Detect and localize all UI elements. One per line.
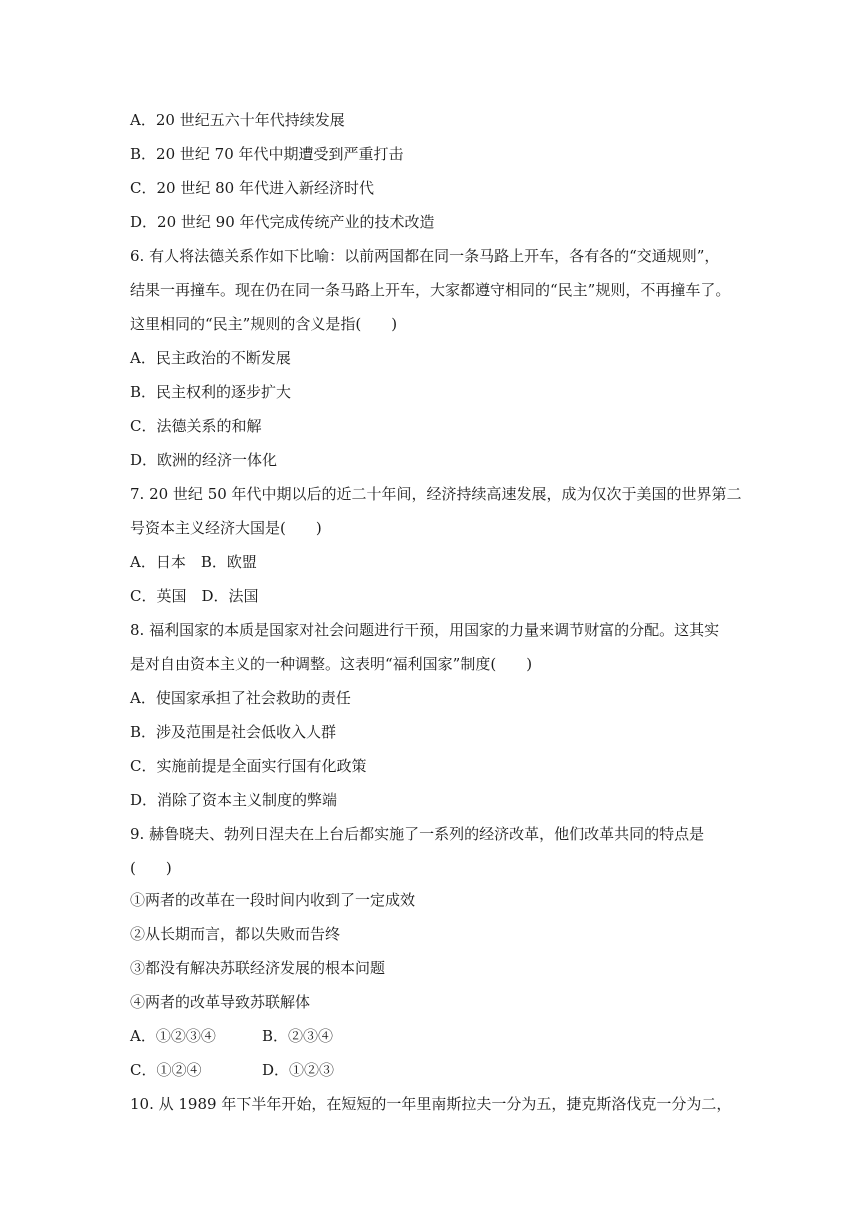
q5-option-b: B．20 世纪 70 年代中期遭受到严重打击 <box>130 145 404 163</box>
q6-stem-line1: 6. 有人将法德关系作如下比喻：以前两国都在同一条马路上开车，各有各的“交通规则”， <box>130 247 720 265</box>
q10-stem-line1: 10. 从 1989 年下半年开始，在短短的一年里南斯拉夫一分为五，捷克斯洛伐克一分为二， <box>130 1095 732 1113</box>
q7-options-cd: C．英国 D．法国 <box>130 587 259 605</box>
q8-stem-line1: 8. 福利国家的本质是国家对社会问题进行干预，用国家的力量来调节财富的分配。这其实 <box>130 621 720 639</box>
q9-option-b: B．②③④ <box>262 1027 334 1045</box>
q5-option-c: C．20 世纪 80 年代进入新经济时代 <box>130 179 374 197</box>
q6-stem-line3: 这里相同的“民主”规则的含义是指( ) <box>130 315 398 333</box>
q9-options-row1 <box>130 1026 334 1046</box>
q9-statement-4: ④两者的改革导致苏联解体 <box>130 993 311 1011</box>
q7-options-ab: A．日本 B．欧盟 <box>130 553 257 571</box>
q9-option-c: C．①②④ <box>130 1061 202 1079</box>
q9-options-row2 <box>130 1060 335 1080</box>
q9-stem-line2: ( ) <box>130 859 172 877</box>
q9-statement-3: ③都没有解决苏联经济发展的根本问题 <box>130 959 386 977</box>
q8-option-c: C．实施前提是全面实行国有化政策 <box>130 757 367 775</box>
q6-option-c: C．法德关系的和解 <box>130 417 262 435</box>
q9-statement-2: ②从长期而言，都以失败而告终 <box>130 925 341 943</box>
q9-option-d: D．①②③ <box>262 1061 335 1079</box>
q6-stem-line2: 结果一再撞车。现在仍在同一条马路上开车，大家都遵守相同的“民主”规则，不再撞车了。 <box>130 281 731 299</box>
q7-stem-line2: 号资本主义经济大国是( ) <box>130 519 322 537</box>
q5-option-d: D．20 世纪 90 年代完成传统产业的技术改造 <box>130 213 435 231</box>
q8-option-d: D．消除了资本主义制度的弊端 <box>130 791 338 809</box>
q8-stem-line2: 是对自由资本主义的一种调整。这表明“福利国家”制度( ) <box>130 655 533 673</box>
q6-option-a: A．民主政治的不断发展 <box>130 349 291 367</box>
q9-statement-1: ①两者的改革在一段时间内收到了一定成效 <box>130 891 416 909</box>
q9-stem-line1: 9. 赫鲁晓夫、勃列日涅夫在上台后都实施了一系列的经济改革，他们改革共同的特点是 <box>130 825 705 843</box>
q9-option-a: A．①②③④ <box>130 1027 216 1045</box>
q6-option-b: B．民主权利的逐步扩大 <box>130 383 292 401</box>
q8-option-a: A．使国家承担了社会救助的责任 <box>130 689 351 707</box>
q7-stem-line1: 7. 20 世纪 50 年代中期以后的近二十年间，经济持续高速发展，成为仅次于美国的世界第二 <box>130 485 742 503</box>
q5-option-a: A．20 世纪五六十年代持续发展 <box>130 111 345 129</box>
q8-option-b: B．涉及范围是社会低收入人群 <box>130 723 337 741</box>
q6-option-d: D．欧洲的经济一体化 <box>130 451 278 469</box>
